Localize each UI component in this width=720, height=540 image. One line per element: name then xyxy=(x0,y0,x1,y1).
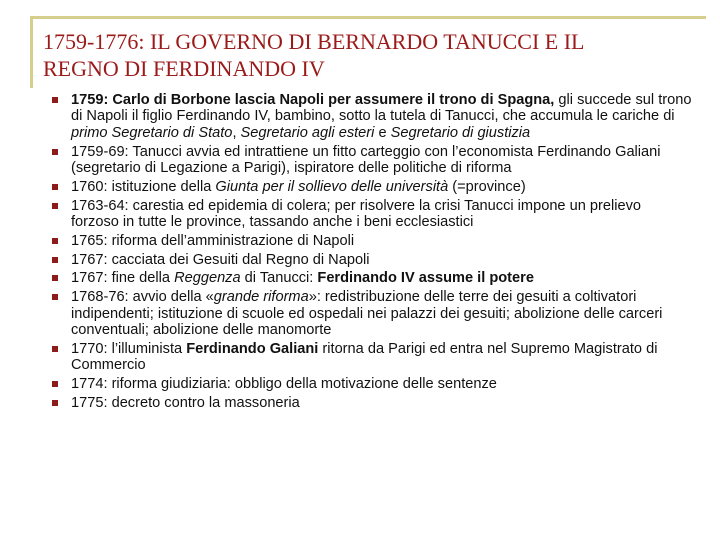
item-text: 1765: riforma dell’amministrazione di Napoli xyxy=(71,232,355,249)
item-text: »: redistribuzione delle terre dei gesuiti a coltivatori indipendenti; istituzione di scuole ed ospedali nei palazzi dei gesuiti; abolizione delle carceri conventuali; abolizione delle manomorte xyxy=(71,289,663,339)
item-text: 1759-69: Tanucci avvia ed intrattiene un fitto carteggio con l’economista Ferdinando Galiani (segretario di Legazione a Parigi), ispiratore delle politiche di riforma xyxy=(71,143,661,177)
item-italic-text: Segretario di giustizia xyxy=(390,124,531,141)
list-item xyxy=(52,395,692,411)
title-line-2: REGNO DI FERDINANDO IV xyxy=(43,56,325,81)
square-bullet-icon xyxy=(52,381,58,387)
list-item xyxy=(52,233,692,249)
item-italic-text: primo Segretario di Stato xyxy=(71,124,233,141)
list-item xyxy=(52,289,692,338)
item-text: di Tanucci: xyxy=(240,270,318,287)
list-item xyxy=(52,252,692,268)
item-text: 1774: riforma giudiziaria: obbligo della motivazione delle sentenze xyxy=(71,376,497,393)
item-text: 1768-76: avvio della « xyxy=(71,289,214,306)
square-bullet-icon xyxy=(52,203,58,209)
list-item xyxy=(52,92,692,141)
square-bullet-icon xyxy=(52,346,58,352)
item-bold-text: Ferdinando IV assume il potere xyxy=(317,270,534,287)
square-bullet-icon xyxy=(52,184,58,190)
item-italic-text: Giunta per il sollievo delle università xyxy=(215,178,449,195)
item-italic-text: grande riforma xyxy=(213,289,309,306)
item-text: 1760: istituzione della xyxy=(71,178,216,195)
bullet-list xyxy=(52,92,692,414)
item-text: ritorna da Parigi ed entra nel Supremo Magistrato di Commercio xyxy=(71,340,658,374)
item-text: 1767: cacciata dei Gesuiti dal Regno di Napoli xyxy=(71,251,370,268)
list-item xyxy=(52,179,692,195)
item-text: , xyxy=(232,124,241,141)
item-text: 1763-64: carestia ed epidemia di colera; per risolvere la crisi Tanucci impone un prelievo forzoso in tutte le province, tassando anche i beni ecclesiastici xyxy=(71,197,641,231)
square-bullet-icon xyxy=(52,294,58,300)
square-bullet-icon xyxy=(52,149,58,155)
frame-accent-vertical xyxy=(30,16,33,88)
square-bullet-icon xyxy=(52,238,58,244)
item-text: 1770: l’illuminista xyxy=(71,340,187,357)
item-text: (=province) xyxy=(448,178,526,195)
square-bullet-icon xyxy=(52,400,58,406)
square-bullet-icon xyxy=(52,97,58,103)
list-item xyxy=(52,198,692,231)
slide-title xyxy=(43,28,703,82)
frame-accent-horizontal xyxy=(30,16,706,19)
item-italic-text: Reggenza xyxy=(174,270,241,287)
title-line-1: 1759-1776: IL GOVERNO DI BERNARDO TANUCCI E IL xyxy=(43,29,585,54)
list-item xyxy=(52,376,692,392)
item-bold-text: 1759: Carlo di Borbone lascia Napoli per assumere il trono di Spagna, xyxy=(71,92,555,108)
item-text: 1775: decreto contro la massoneria xyxy=(71,394,300,411)
list-item xyxy=(52,144,692,177)
item-text: gli succede sul trono di Napoli il figlio Ferdinando IV, bambino, sotto la tutela di Tanucci, che accumula le cariche di xyxy=(71,92,692,125)
item-text: 1767: fine della xyxy=(71,270,175,287)
item-bold-text: Ferdinando Galiani xyxy=(186,340,319,357)
list-item xyxy=(52,270,692,286)
square-bullet-icon xyxy=(52,257,58,263)
item-italic-text: Segretario agli esteri xyxy=(240,124,375,141)
item-text: e xyxy=(374,124,391,141)
square-bullet-icon xyxy=(52,275,58,281)
list-item xyxy=(52,341,692,374)
